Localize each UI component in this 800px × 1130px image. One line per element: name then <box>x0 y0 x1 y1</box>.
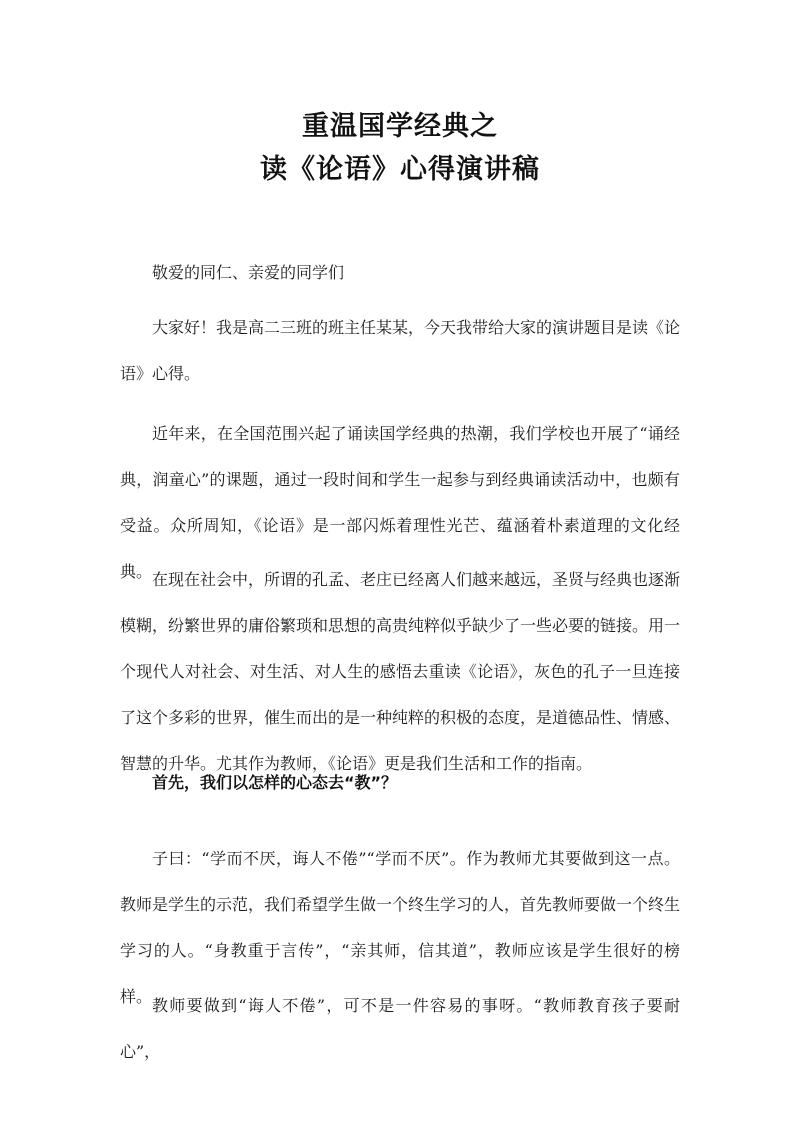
paragraph-modern-society: 在现在社会中，所谓的孔孟、老庄已经离人们越来越远，圣贤与经典也逐渐模糊，纷繁世界的庸俗繁琐和思想的高贵纯粹似乎缺少了一些必要的链接。用一个现代人对社会、对生活、对人生的感悟去重读《论语》，灰色的孔子一旦连接了这个多彩的世界，催生而出的是一种纯粹的积极的态度，是道德品性、情感、智慧的升华。尤其作为教师，《论语》更是我们生活和工作的指南。 <box>120 570 681 773</box>
paragraph-teaching-patience: 教师要做到“诲人不倦”，可不是一件容易的事呀。“教师教育孩子要耐心”， <box>120 996 680 1061</box>
document-title-line1: 重温国学经典之 <box>302 111 498 142</box>
paragraph-intro: 大家好！我是高二三班的班主任某某，今天我带给大家的演讲题目是读《论语》心得。 <box>120 318 681 383</box>
paragraph-confucius-quote: 子曰：“学而不厌，诲人不倦”“学而不厌”。作为教师尤其要做到这一点。教师是学生的示范，我们希望学生做一个终生学习的人，首先教师要做一个终生学习的人。“身教重于言传”，“亲其师，信其道”，教师应该是学生很好的榜样。 <box>120 849 681 1006</box>
paragraph-background: 近年来，在全国范围兴起了诵读国学经典的热潮，我们学校也开展了“诵经典，润童心”的课题，通过一段时间和学生一起参与到经典诵读活动中，也颇有受益。众所周知，《论语》是一部闪烁着理性光芒、蕴涵着朴素道理的文化经典。 <box>120 424 680 581</box>
section-heading: 首先，我们以怎样的心态去“教”？ <box>152 773 398 792</box>
salutation: 敬爱的同仁、亲爱的同学们 <box>152 263 345 282</box>
document-title-line2: 读《论语》心得演讲稿 <box>260 154 540 185</box>
